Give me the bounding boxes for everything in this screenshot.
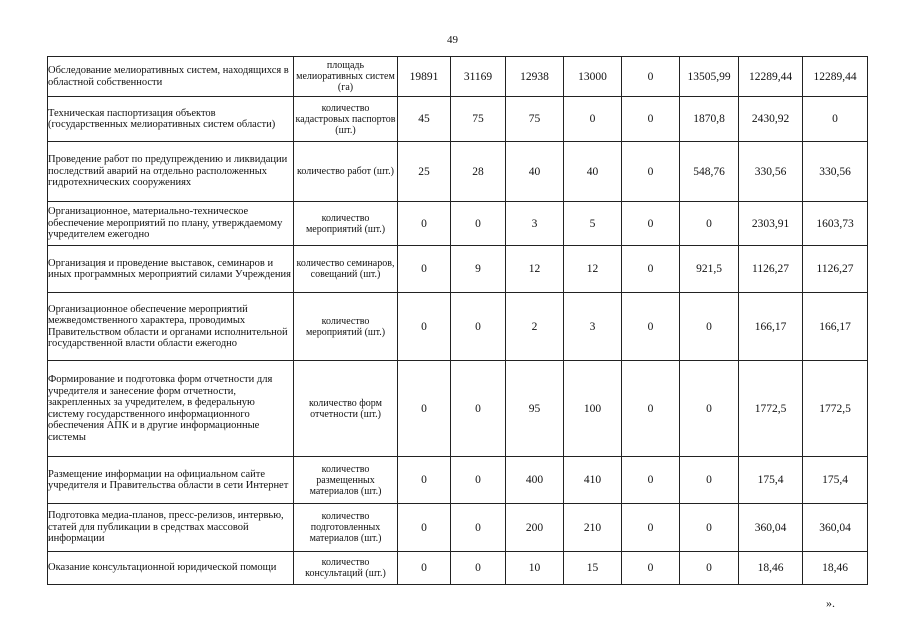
value-cell: 25 (398, 142, 451, 202)
value-cell: 0 (622, 202, 680, 246)
activity-name-cell: Организационное обеспечение мероприятий межведомственного характера, проводимых Правительством области и органами исполнительной государственной власти области ежегодно (48, 293, 294, 361)
value-cell: 0 (398, 552, 451, 585)
value-cell: 12 (506, 246, 564, 293)
value-cell: 0 (680, 552, 739, 585)
activity-name-cell: Организационное, материально-техническое обеспечение мероприятий по плану, утверждаемому учредителем ежегодно (48, 202, 294, 246)
unit-cell: количество консультаций (шт.) (294, 552, 398, 585)
value-cell: 2430,92 (739, 97, 803, 142)
table-row (48, 293, 868, 361)
value-cell: 3 (564, 293, 622, 361)
value-cell: 0 (680, 504, 739, 552)
value-cell: 0 (622, 57, 680, 97)
value-cell: 548,76 (680, 142, 739, 202)
value-cell: 0 (398, 246, 451, 293)
value-cell: 410 (564, 457, 622, 504)
table-row (48, 504, 868, 552)
value-cell: 360,04 (739, 504, 803, 552)
value-cell: 330,56 (803, 142, 868, 202)
value-cell: 0 (451, 457, 506, 504)
value-cell: 18,46 (739, 552, 803, 585)
value-cell: 0 (803, 97, 868, 142)
value-cell: 0 (622, 361, 680, 457)
value-cell: 0 (622, 457, 680, 504)
value-cell: 28 (451, 142, 506, 202)
table-row (48, 97, 868, 142)
page-number: 49 (447, 34, 458, 46)
value-cell: 1772,5 (739, 361, 803, 457)
table-row (48, 457, 868, 504)
value-cell: 0 (680, 457, 739, 504)
value-cell: 45 (398, 97, 451, 142)
value-cell: 0 (451, 202, 506, 246)
value-cell: 75 (506, 97, 564, 142)
unit-cell: количество форм отчетности (шт.) (294, 361, 398, 457)
value-cell: 0 (451, 293, 506, 361)
value-cell: 5 (564, 202, 622, 246)
table-row (48, 142, 868, 202)
unit-cell: количество мероприятий (шт.) (294, 293, 398, 361)
value-cell: 0 (622, 293, 680, 361)
value-cell: 40 (564, 142, 622, 202)
value-cell: 1603,73 (803, 202, 868, 246)
value-cell: 0 (398, 202, 451, 246)
value-cell: 10 (506, 552, 564, 585)
value-cell: 166,17 (803, 293, 868, 361)
value-cell: 0 (680, 361, 739, 457)
value-cell: 40 (506, 142, 564, 202)
value-cell: 175,4 (739, 457, 803, 504)
unit-cell: количество мероприятий (шт.) (294, 202, 398, 246)
value-cell: 0 (622, 97, 680, 142)
value-cell: 0 (398, 457, 451, 504)
unit-cell: количество семинаров, совещаний (шт.) (294, 246, 398, 293)
value-cell: 1772,5 (803, 361, 868, 457)
value-cell: 0 (680, 202, 739, 246)
value-cell: 12289,44 (739, 57, 803, 97)
unit-cell: количество размещенных материалов (шт.) (294, 457, 398, 504)
unit-cell: количество работ (шт.) (294, 142, 398, 202)
table-row (48, 361, 868, 457)
value-cell: 95 (506, 361, 564, 457)
activities-table (47, 56, 868, 585)
value-cell: 19891 (398, 57, 451, 97)
value-cell: 0 (451, 361, 506, 457)
value-cell: 1126,27 (739, 246, 803, 293)
value-cell: 400 (506, 457, 564, 504)
value-cell: 0 (451, 504, 506, 552)
value-cell: 0 (398, 361, 451, 457)
value-cell: 0 (622, 504, 680, 552)
value-cell: 210 (564, 504, 622, 552)
activity-name-cell: Формирование и подготовка форм отчетности для учредителя и занесение форм отчетности, закрепленных за учредителем, в федеральную систему государственного информационного обеспечения АПК и в другие информационные системы (48, 361, 294, 457)
table-row (48, 552, 868, 585)
value-cell: 0 (398, 504, 451, 552)
table-row (48, 246, 868, 293)
value-cell: 12 (564, 246, 622, 293)
value-cell: 0 (622, 246, 680, 293)
value-cell: 330,56 (739, 142, 803, 202)
value-cell: 18,46 (803, 552, 868, 585)
value-cell: 0 (451, 552, 506, 585)
value-cell: 100 (564, 361, 622, 457)
value-cell: 1126,27 (803, 246, 868, 293)
value-cell: 200 (506, 504, 564, 552)
table-row (48, 57, 868, 97)
activity-name-cell: Размещение информации на официальном сайте учредителя и Правительства области в сети Интернет (48, 457, 294, 504)
value-cell: 15 (564, 552, 622, 585)
value-cell: 3 (506, 202, 564, 246)
value-cell: 0 (564, 97, 622, 142)
activity-name-cell: Проведение работ по предупреждению и ликвидации последствий аварий на отдельно расположенных гидротехнических сооружениях (48, 142, 294, 202)
unit-cell: количество кадастровых паспортов (шт.) (294, 97, 398, 142)
unit-cell: площадь мелиоративных систем (га) (294, 57, 398, 97)
value-cell: 9 (451, 246, 506, 293)
closing-quote-mark: ». (826, 596, 835, 610)
value-cell: 12289,44 (803, 57, 868, 97)
activity-name-cell: Техническая паспортизация объектов (государственных мелиоративных систем области) (48, 97, 294, 142)
value-cell: 0 (680, 293, 739, 361)
unit-cell: количество подготовленных материалов (шт.) (294, 504, 398, 552)
activity-name-cell: Оказание консультационной юридической помощи (48, 552, 294, 585)
activity-name-cell: Подготовка медиа-планов, пресс-релизов, интервью, статей для публикации в средствах массовой информации (48, 504, 294, 552)
activity-name-cell: Обследование мелиоративных систем, находящихся в областной собственности (48, 57, 294, 97)
value-cell: 12938 (506, 57, 564, 97)
value-cell: 166,17 (739, 293, 803, 361)
activity-name-cell: Организация и проведение выставок, семинаров и иных программных мероприятий силами Учреждения (48, 246, 294, 293)
value-cell: 921,5 (680, 246, 739, 293)
value-cell: 1870,8 (680, 97, 739, 142)
value-cell: 0 (622, 142, 680, 202)
value-cell: 175,4 (803, 457, 868, 504)
value-cell: 13505,99 (680, 57, 739, 97)
value-cell: 0 (622, 552, 680, 585)
value-cell: 31169 (451, 57, 506, 97)
value-cell: 0 (398, 293, 451, 361)
value-cell: 13000 (564, 57, 622, 97)
value-cell: 360,04 (803, 504, 868, 552)
table-row (48, 202, 868, 246)
value-cell: 2 (506, 293, 564, 361)
value-cell: 2303,91 (739, 202, 803, 246)
value-cell: 75 (451, 97, 506, 142)
